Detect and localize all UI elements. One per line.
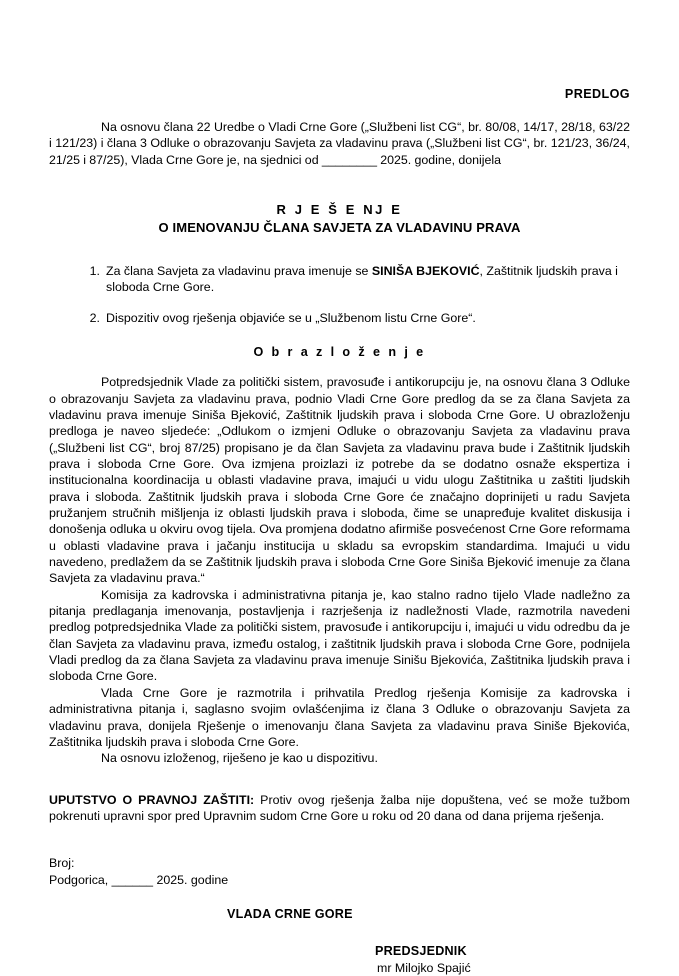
place-and-date: Podgorica, ______ 2025. godine xyxy=(49,872,229,887)
legal-basis-paragraph: Na osnovu člana 22 Uredbe o Vladi Crne Gore („Službeni list CG“, br. 80/08, 14/17, 28/18, 63/22 i 121/23) i člana 3 Odluke o obrazovanju Savjeta za vladavinu prava („Službeni list CG“, br. 121/23, 36/24, 21/25 i 87/25), Vlada Crne Gore je, na sjednici od ________ 2025. godine, donijela xyxy=(49,119,630,167)
legal-remedy-text: Protiv ovog rješenja žalba nije dopuštena, već se može tužbom pokrenuti upravni spor pred Upravnim sudom Crne Gore u roku od 20 dana od dana prijema rješenja. xyxy=(49,792,630,823)
government-name: VLADA CRNE GORE xyxy=(227,907,353,922)
signature-name: mr Milojko Spajić xyxy=(377,960,471,975)
document-title-main: R J E Š E NJ E xyxy=(276,202,403,218)
signature-block xyxy=(49,943,630,976)
list-item-suffix: , Zaštitnik ljudskih prava i sloboda Crne Gore. xyxy=(106,264,618,295)
reasoning-body xyxy=(49,374,630,766)
document-label: PREDLOG xyxy=(564,87,630,101)
list-item-prefix: Za člana Savjeta za vladavinu prava imenuje se xyxy=(106,264,372,279)
reference-number: Broj: xyxy=(49,856,75,871)
reasoning-paragraph: Komisija za kadrovska i administrativna pitanja je, kao stalno radno tijelo Vlade nadležno za pitanja predlaganja imenovanja, postavljenja i razrješenja iz nadležnosti Vlade, razmotrila navedeni predlog potpredsjednika Vlade za politički sistem, pravosuđe i antikorupciju i, imajući u vidu odredbu da je član Savjeta za vladavinu prava, između ostalog, i zaštitnik ljudskih prava i sloboda Crne Gore, podnijela Vladi predlog da za člana Savjeta za vladavinu prava imenuje Sinišu Bjekovića, Zaštitnika ljudskih prava i sloboda Crne Gore. xyxy=(49,587,630,684)
document-title-block xyxy=(49,202,630,236)
list-item xyxy=(82,263,630,296)
reasoning-heading: O b r a z l o ž e n j e xyxy=(253,345,426,360)
document-title-subtitle: O IMENOVANJU ČLANA SAVJETA ZA VLADAVINU PRAVA xyxy=(158,220,521,236)
dispositive-list xyxy=(49,263,630,326)
list-item-prefix: Dispozitiv ovog rješenja objaviće se u „Službenom listu Crne Gore“. xyxy=(106,310,476,325)
list-item xyxy=(82,310,630,326)
reasoning-paragraph: Na osnovu izloženog, riješeno je kao u dispozitivu. xyxy=(101,751,378,766)
appointee-name: SINIŠA BJEKOVIĆ xyxy=(371,264,480,279)
reference-block xyxy=(49,855,630,888)
reasoning-paragraph: Potpredsjednik Vlade za politički sistem, pravosuđe i antikorupciju je, na osnovu člana 3 Odluke o obrazovanju Savjeta za vladavinu prava, podnio Vladi Crne Gore predlog da se za člana Savjeta za vladavinu prava imenuje Siniša Bjeković, Zaštitnik ljudskih prava i sloboda Crne Gore. U obrazloženju predloga je naveo sljedeće: „Odlukom o izmjeni Odluke o obrazovanju Savjeta za vladavinu prava („Službeni list CG“, broj 87/25) propisano je da član Savjeta za vladavinu prava bude i Zaštitnik ljudskih prava i sloboda Crne Gore. Ova izmjena proizlazi iz potrebe da se dodatno osnaže ekspertiza i institucionalna koordinacija u oblasti vladavine prava, imajući u vidu ulogu Zaštitnika u zaštiti ljudskih prava i sloboda. Zaštitnik ljudskih prava i sloboda Crne Gore će značajno doprinijeti u radu Savjeta pružanjem stručnih mišljenja iz oblasti ljudskih prava i sloboda, čime se unapređuje kvalitet diskusija i donošenja odluka u okviru ovog tijela. Ova promjena dodatno afirmiše posvećenost Crne Gore reformama u oblasti vladavine prava i jačanju institucija u skladu sa evropskim standardima. Imajući u vidu navedeno, predlažem da se Zaštitnik ljudskih prava i sloboda Crne Gore Siniša Bjeković imenuje za člana Savjeta za vladavinu prava.“ xyxy=(49,375,630,586)
legal-remedy-notice xyxy=(49,792,630,825)
legal-remedy-label: UPUTSTVO O PRAVNOJ ZAŠTITI: xyxy=(49,792,255,807)
reasoning-paragraph: Vlada Crne Gore je razmotrila i prihvatila Predlog rješenja Komisije za kadrovska i administrativna pitanja i, saglasno svojim ovlašćenjima iz člana 3 Odluke o obrazovanju Savjeta za vladavinu prava, donijela Rješenje o imenovanju člana Savjeta za vladavinu prava Siniše Bjekovića, Zaštitnika ljudskih prava i sloboda Crne Gore. xyxy=(49,685,630,749)
signature-role: PREDSJEDNIK xyxy=(375,944,467,959)
